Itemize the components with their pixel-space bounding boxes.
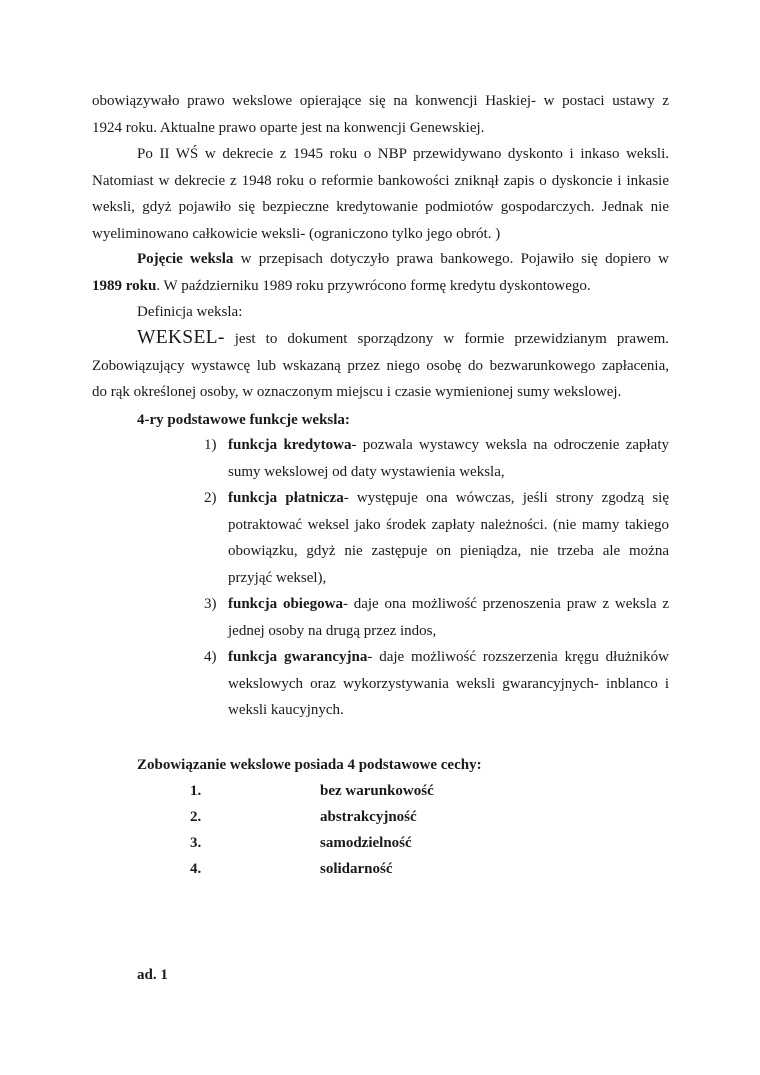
list-item: 3) funkcja obiegowa- daje ona możliwość przenoszenia praw z weksla z jednej osoby na drugą przez indos, [204, 596, 669, 639]
functions-heading: 4-ry podstawowe funkcje weksla: [137, 412, 350, 428]
section-note-ad-1: ad. 1 [137, 967, 168, 983]
list-item: 4. solidarność [190, 861, 393, 877]
list-item: 4) funkcja gwarancyjna- daje możliwość rozszerzenia kręgu dłużników wekslowych oraz wykorzystywania weksli gwarancyjnych- inblanco i weksli kaucyjnych. [204, 649, 669, 718]
definition-label: Definicja weksla: [137, 304, 243, 320]
list-item: 2. abstrakcyjność [190, 809, 417, 825]
paragraph-haskiej: obowiązywało prawo wekslowe opierające się na konwencji Haskiej- w postaci ustawy z 1924 roku. Aktualne prawo oparte jest na konwencji Genewskiej. [92, 93, 669, 136]
term-weksel: WEKSEL- [137, 327, 225, 348]
list-item: 1. bez warunkowość [190, 783, 434, 799]
paragraph-weksel-definition: WEKSEL- jest to dokument sporządzony w formie przewidzianym prawem. Zobowiązujący wystawcę lub wskazaną przez niego osobę do bezwarunkowego zapłacenia, do rąk określonej osoby, w oznaczonym miejscu i czasie wymienionej sumy wekslowej. [92, 327, 669, 400]
list-item: 3. samodzielność [190, 835, 412, 851]
list-item: 1) funkcja kredytowa- pozwala wystawcy weksla na odroczenie zapłaty sumy wekslowej od daty wystawienia weksla, [204, 437, 670, 480]
functions-list [205, 432, 669, 724]
term-1989-roku: 1989 roku [92, 277, 157, 294]
list-item: 2) funkcja płatnicza- występuje ona wówczas, jeśli strony zgodzą się potraktować weksel jako środek zapłaty należności. (nie mamy takiego obowiązku, gdyż nie zastępuje on pieniądza, nie trzeba ale można przyjąć weksel), [204, 490, 669, 586]
features-heading: Zobowiązanie wekslowe posiada 4 podstawowe cechy: [137, 757, 482, 773]
paragraph-post-war: Po II WŚ w dekrecie z 1945 roku o NBP przewidywano dyskonto i inkaso weksli. Natomiast w dekrecie z 1948 roku o reformie bankowości zniknął zapis o dyskoncie i inkasie weksli, gdyż pojawiło się bezpieczne kredytowanie podmiotów gospodarczych. Jednak nie wyeliminowano całkowicie weksli- (ograniczono tylko jego obrót. ) [92, 146, 669, 242]
paragraph-pojecie-weksla: Pojęcie weksla w przepisach dotyczyło prawa bankowego. Pojawiło się dopiero w 1989 roku. W październiku 1989 roku przywrócono formę kredytu dyskontowego. [92, 251, 669, 294]
term-pojecie-weksla: Pojęcie weksla [137, 251, 234, 267]
